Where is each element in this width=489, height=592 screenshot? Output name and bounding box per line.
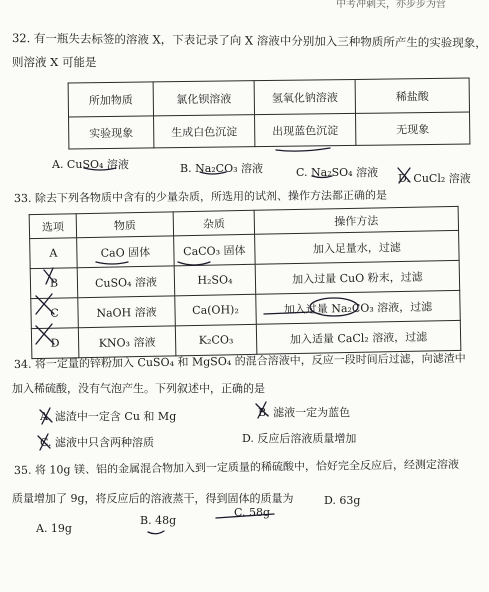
q32-option-a: A. CuSO₄ 溶液: [52, 158, 129, 171]
q32-table: [68, 78, 471, 150]
q34-stem-line2: 加入稀硫酸，没有气泡产生。下列叙述中，正确的是: [12, 382, 265, 395]
q34-option-b: B. 滤液一定为蓝色: [258, 406, 351, 419]
q32-cell: 所加物质: [68, 82, 153, 117]
q32-option-d: D. CuCl₂ 溶液: [398, 172, 471, 185]
q35-option-c: C. 58g: [234, 506, 271, 519]
q33-cell: K₂CO₃: [175, 324, 257, 356]
q35-stem-line1: 35. 将 10g 镁、铝的金属混合物加入到一定质量的稀硫酸中，恰好完全反应后，经测定溶液: [13, 457, 460, 477]
q33-cell: CaCO₃ 固体: [174, 234, 256, 266]
q32-cell: 无现象: [356, 112, 470, 145]
q33-cell: Ca(OH)₂: [175, 294, 257, 326]
q34-option-c: C. 滤液中只含两种溶质: [40, 436, 155, 449]
q32-stem-line1: 32. 有一瓶失去标签的溶液 X，下表记录了向 X 溶液中分别加入三种物质所产生的实验现象，: [11, 31, 487, 50]
q33-cell: C: [31, 298, 79, 329]
q33-cell: 加入足量水，过滤: [255, 230, 460, 264]
q35-option-a: A. 19g: [36, 522, 72, 535]
q33-cell: 加入适量 CaCl₂ 溶液，过滤: [256, 320, 461, 354]
q32-cell: 生成白色沉淀: [154, 115, 255, 148]
q32-cell-underline: [276, 148, 330, 151]
q32-cell: 稀盐酸: [355, 78, 469, 113]
q33-cell: CaO 固体: [77, 236, 175, 268]
q35-option-d: D. 63g: [324, 494, 361, 507]
q33-header: 物质: [76, 212, 173, 238]
q33-header: 杂质: [173, 210, 254, 236]
q33-header: 操作方法: [254, 206, 458, 234]
q34-stem-line1: 34. 将一定量的锌粉加入 CuSO₄ 和 MgSO₄ 的混合溶液中，反应一段时间后过滤，向滤渣中: [13, 351, 466, 371]
q33-table: [29, 206, 462, 359]
q35-stem-line2: 质量增加了 9g，将反应后的溶液蒸干，得到固体的质量为: [12, 492, 294, 505]
q33-cell: CuSO₄ 溶液: [77, 266, 175, 298]
q33-cell: B: [30, 268, 78, 299]
q33-cell: KNO₃ 溶液: [78, 326, 176, 358]
q32-stem-line2: 则溶液 X 可能是: [12, 55, 97, 69]
q32-cell: 出现蓝色沉淀: [255, 113, 356, 146]
q33-cell: NaOH 溶液: [78, 296, 176, 328]
q32-option-b: B. Na₂CO₃ 溶液: [180, 162, 264, 175]
q33-header: 选项: [29, 214, 76, 239]
q33-cell: D: [31, 328, 79, 359]
q32-cell: 氯化钡溶液: [153, 81, 254, 116]
q33-cell: H₂SO₄: [174, 264, 256, 296]
q33-stem: 33. 除去下列各物质中含有的少量杂质，所选用的试剂、操作方法都正确的是: [13, 188, 388, 205]
q33-cell: 加入过量 Na₂CO₃ 溶液，过滤: [256, 290, 461, 324]
q32-cell: 氢氧化钠溶液: [254, 79, 355, 114]
q32-option-c: C. Na₂SO₄ 溶液: [296, 166, 379, 179]
q34-option-a: A. 滤渣中一定含 Cu 和 Mg: [40, 410, 177, 423]
q35-option-b: B. 48g: [140, 514, 177, 527]
top-note: 中考冲刺关，亦步步为营: [336, 0, 446, 10]
q35-b-mark: [148, 531, 164, 534]
q34-option-d: D. 反应后溶液质量增加: [242, 432, 357, 445]
q33-cell: A: [30, 238, 78, 269]
q32-cell: 实验现象: [69, 116, 154, 149]
q33-cell: 加入过量 CuO 粉末，过滤: [255, 260, 460, 294]
